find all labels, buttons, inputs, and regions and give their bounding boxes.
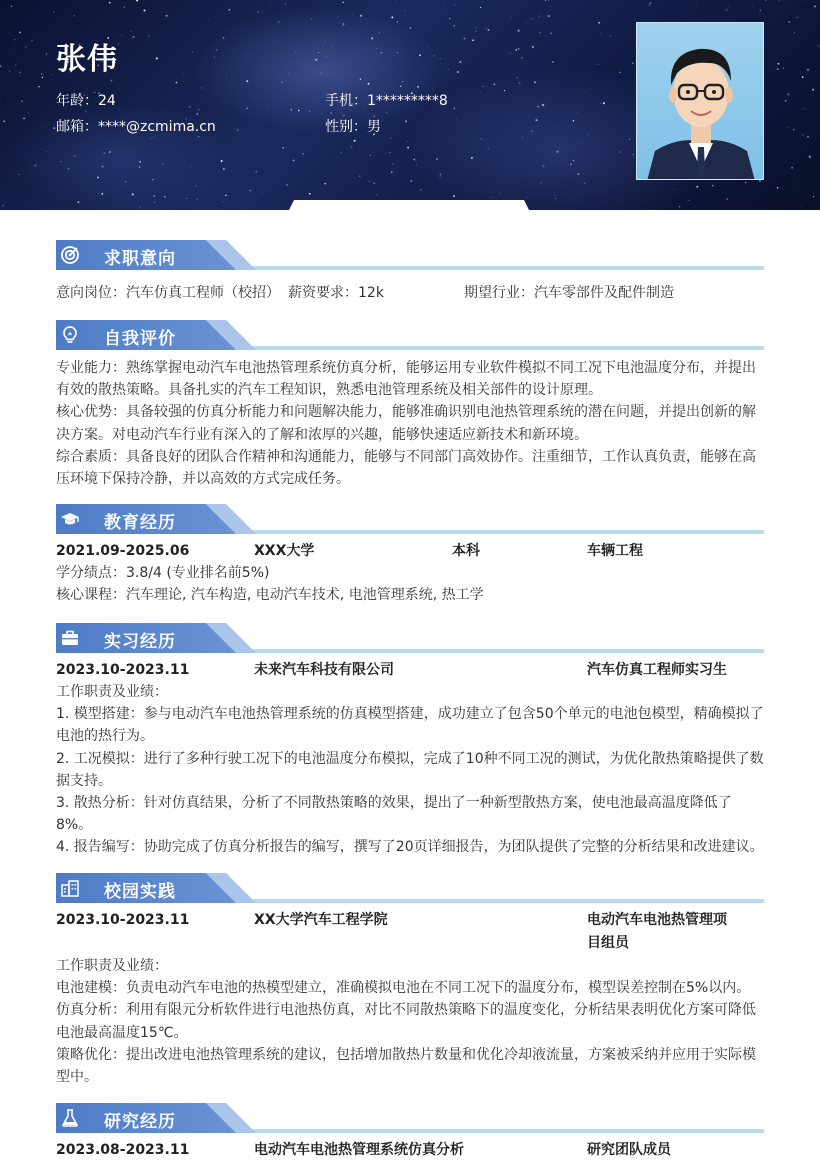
research-project: 电动汽车电池热管理系统仿真分析 [254,1142,464,1158]
section-title: 研究经历 [104,1112,176,1132]
section-job-intent [56,240,764,304]
email-field: 邮箱：****@zcmima.cn [56,119,216,135]
intent-industry: 期望行业：汽车零部件及配件制造 [464,285,674,301]
campus-org: XX大学汽车工程学院 [254,912,388,928]
internship-date: 2023.10-2023.11 [56,662,190,678]
self-eval-professional: 专业能力：熟练掌握电动汽车电池热管理系统仿真分析，能够运用专业软件模拟不同工况下电池温度分布，并提出有效的散热策略。具备扎实的汽车工程知识，熟悉电池管理系统及相关部件的设计原理。 [56,360,756,399]
section-title: 校园实践 [104,882,176,902]
campus-item: 策略优化：提出改进电池热管理系统的建议，包括增加散热片数量和优化冷却液流量，方案被采纳并应用于实际模型中。 [56,1046,756,1086]
campus-summary-row [56,909,764,955]
flask-icon [60,1108,80,1128]
education-major: 车辆工程 [587,543,643,559]
section-education [56,504,764,606]
education-courses: 核心课程：汽车理论, 汽车构造, 电动汽车技术, 电池管理系统, 热工学 [56,587,484,604]
target-icon [60,245,80,265]
section-title: 实习经历 [104,632,176,652]
section-title: 教育经历 [104,513,176,533]
gender-field: 性别：男 [325,119,381,135]
section-campus-practice [56,873,764,1088]
section-title: 自我评价 [104,329,176,349]
section-research [56,1103,764,1160]
education-gpa: 学分绩点：3.8/4 (专业排名前5%) [56,565,270,581]
education-degree: 本科 [452,543,480,559]
candidate-name: 张伟 [56,42,118,77]
research-date: 2023.08-2023.11 [56,1142,190,1158]
research-role: 研究团队成员 [587,1142,671,1158]
lightbulb-icon [60,325,80,345]
education-date: 2021.09-2025.06 [56,543,190,559]
internship-item: 1. 模型搭建：参与电动汽车电池热管理系统的仿真模型搭建，成功建立了包含50个单元的电池包模型，精确模拟了电池的热行为。 [56,706,764,745]
self-eval-qualities: 综合素质：具备良好的团队合作精神和沟通能力，能够与不同部门高效协作。注重细节，工作认真负责，能够在高压环境下保持冷静，并以高效的方式完成任务。 [56,448,756,488]
campus-item: 电池建模：负责电动汽车电池的热模型建立，准确模拟电池在不同工况下的温度分布，模型误差控制在5%以内。 [56,980,751,997]
section-title: 求职意向 [104,249,176,269]
header-banner [0,0,820,210]
section-header [56,623,764,655]
briefcase-icon [60,628,80,648]
intent-position: 意向岗位：汽车仿真工程师（校招） [56,285,280,301]
internship-company: 未来汽车科技有限公司 [254,662,394,678]
header-tab-decoration [288,200,530,212]
age-field: 年龄：24 [56,93,116,109]
section-header [56,1103,764,1135]
intent-row [56,282,764,304]
self-eval-strengths: 核心优势：具备较强的仿真分析能力和问题解决能力，能够准确识别电池热管理系统的潜在问题，并提出创新的解决方案。对电动汽车行业有深入的了解和浓厚的兴趣，能够快速适应新技术和新环境。 [56,404,756,443]
campus-item: 仿真分析：利用有限元分析软件进行电池热仿真，对比不同散热策略下的温度变化，分析结果表明优化方案可降低电池最高温度15℃。 [56,1002,756,1041]
phone-field: 手机：1*********8 [325,93,448,109]
internship-item: 3. 散热分析：针对仿真结果，分析了不同散热策略的效果，提出了一种新型散热方案，使电池最高温度降低了8%。 [56,795,732,834]
education-school: XXX大学 [254,543,315,559]
profile-photo [636,22,764,180]
section-header [56,240,764,272]
education-summary-row [56,540,764,562]
section-internship [56,623,764,859]
section-header [56,873,764,905]
internship-item: 2. 工况模拟：进行了多种行驶工况下的电池温度分布模拟，完成了10种不同工况的测试，为优化散热策略提供了数据支持。 [56,750,764,789]
internship-item: 4. 报告编写：协助完成了仿真分析报告的编写，撰写了20页详细报告，为团队提供了完整的分析结果和改进建议。 [56,839,764,856]
campus-date: 2023.10-2023.11 [56,912,190,928]
section-header [56,504,764,536]
graduation-cap-icon [60,509,80,529]
internship-summary-row [56,659,764,681]
self-evaluation-text [56,357,764,490]
intent-salary: 薪资要求：12k [288,285,384,301]
internship-intro: 工作职责及业绩： [56,684,168,700]
campus-intro: 工作职责及业绩： [56,958,168,974]
research-summary-row [56,1139,764,1160]
section-header [56,320,764,352]
internship-role: 汽车仿真工程师实习生 [587,662,727,678]
section-self-evaluation [56,320,764,490]
building-icon [60,878,80,898]
campus-role: 电动汽车电池热管理项目组员 [587,912,727,951]
